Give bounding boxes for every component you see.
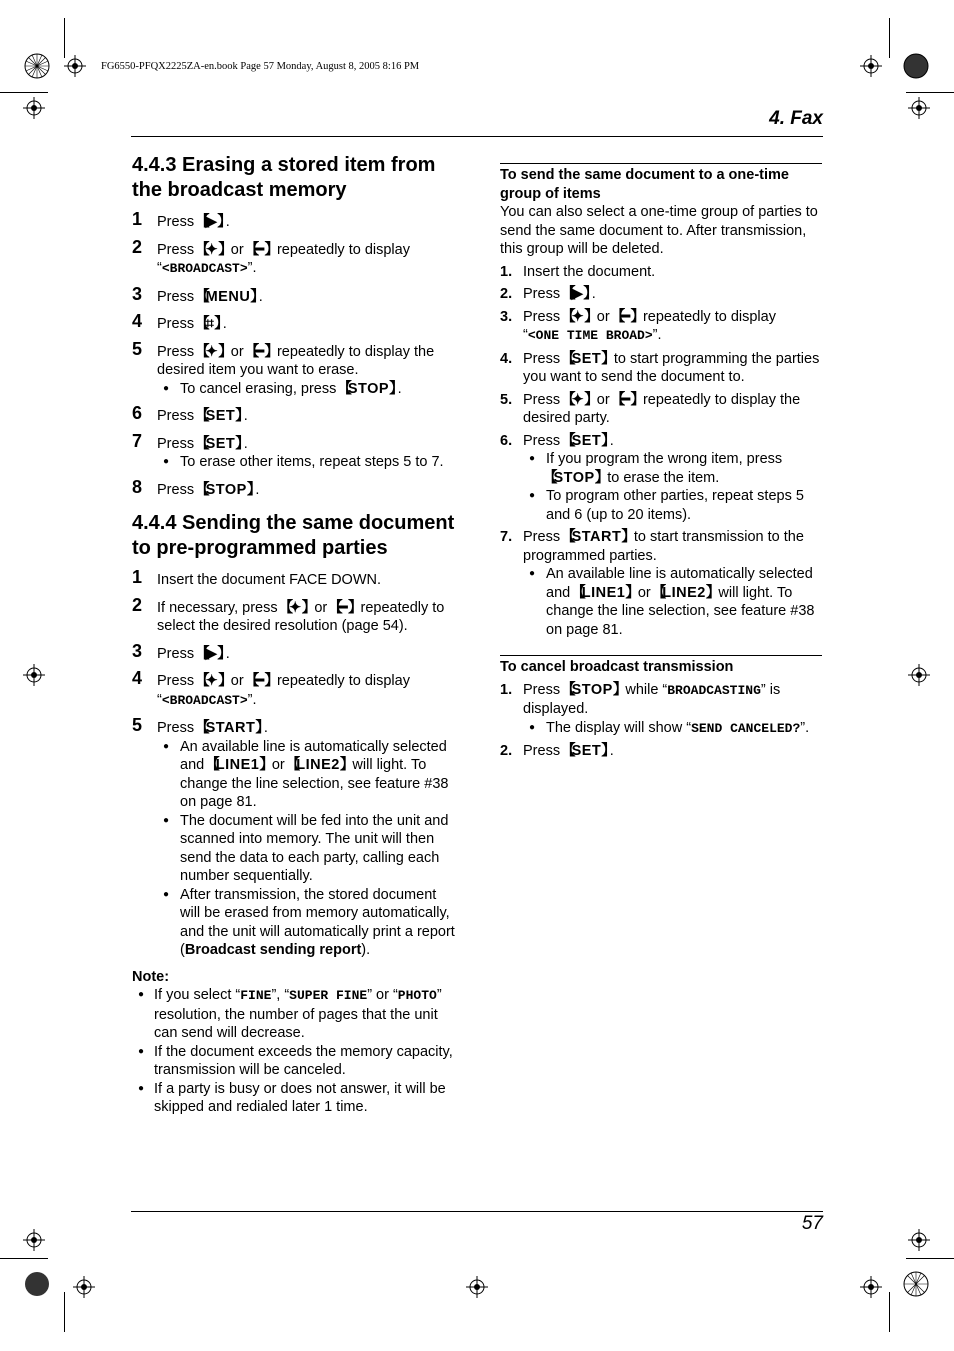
send-step: 4 Press 【 ✦ 】 or 【 ━ 】 repeatedly to display “<BROADCAST>”.	[132, 672, 457, 710]
crosshair-icon	[908, 97, 930, 119]
crop-mark	[64, 1292, 65, 1332]
note-item: ● If the document exceeds the memory capacity, transmission will be canceled.	[132, 1043, 457, 1080]
note-item: ● If a party is busy or does not answer, it will be skipped and redialed later 1 time.	[132, 1080, 457, 1117]
crosshair-icon	[466, 1276, 488, 1298]
erase-step: 7 Press 【 SET 】 .	[132, 435, 457, 454]
erase-step: 1 Press 【 ▶ 】 .	[132, 213, 457, 232]
crosshair-icon	[73, 1276, 95, 1298]
send-step5-bullet: ● After transmission, the stored document will be erased from memory automatically, and the unit will automatically print a report (Broadcast sending report).	[157, 886, 457, 960]
right-column	[500, 163, 822, 761]
header-rule	[131, 136, 823, 137]
send-step5-bullet: ● The document will be fed into the unit and scanned into memory. The unit will then send the data to each party, calling each number sequentially.	[157, 812, 457, 886]
erase-step: 8 Press 【 STOP 】 .	[132, 481, 457, 500]
one-time-step7-bullet: ● An available line is automatically selected and 【 LINE1 】 or 【 LINE2 】 will light. To change the line selection, see feature #38 on page 81.	[523, 565, 822, 639]
registration-mark-icon	[24, 1271, 50, 1297]
heading-send: 4.4.4 Sending the same document to pre-programmed parties	[132, 512, 455, 559]
registration-mark-icon	[903, 53, 929, 79]
intro-text: You can also select a one-time group of parties to send the same document to. After transmission, this group will be deleted.	[500, 204, 818, 257]
crosshair-icon	[860, 55, 882, 77]
crosshair-icon	[23, 1229, 45, 1251]
cancel-step1-bullet: ● The display will show “SEND CANCELED?”.	[523, 719, 822, 739]
crop-mark	[64, 18, 65, 58]
crosshair-icon	[908, 1229, 930, 1251]
one-time-step: 3. Press 【 ✦ 】 or 【 ━ 】 repeatedly to display “<ONE TIME BROAD>”.	[500, 308, 822, 346]
erase-step: 6 Press 【 SET 】 .	[132, 407, 457, 426]
crosshair-icon	[908, 664, 930, 686]
send-step: 1 Insert the document FACE DOWN.	[132, 567, 382, 588]
left-column	[132, 153, 457, 1117]
file-info: FG6550-PFQX2225ZA-en.book Page 57 Monday, August 8, 2005 8:16 PM	[101, 61, 420, 72]
registration-mark-icon	[24, 53, 50, 79]
section-title: 4. Fax	[769, 108, 823, 129]
page-number: 57	[801, 1213, 823, 1234]
crop-mark	[0, 92, 48, 93]
one-time-step: 2. Press 【 ▶ 】 .	[500, 285, 822, 304]
erase-step: 4 Press 【 ⌗ 】 .	[132, 315, 457, 334]
crosshair-icon	[23, 97, 45, 119]
crosshair-icon	[860, 1276, 882, 1298]
cancel-step: 1. Press 【 STOP 】 while “BROADCASTING” is displayed.	[500, 681, 822, 719]
one-time-step: 4. Press 【 SET 】 to start programming the parties you want to send the document to.	[500, 350, 822, 387]
subheading-cancel: To cancel broadcast transmission	[500, 655, 822, 677]
one-time-step6-bullet: ● To program other parties, repeat steps 5 and 6 (up to 20 items).	[523, 487, 822, 524]
erase-step: 5 Press 【 ✦ 】 or 【 ━ 】 repeatedly to display the desired item you want to erase.	[132, 343, 457, 380]
erase-step5-bullet: ● To cancel erasing, press 【 STOP 】 .	[157, 380, 457, 399]
cancel-step: 2. Press 【 SET 】 .	[500, 742, 822, 761]
crop-mark	[906, 1258, 954, 1259]
footer-rule	[131, 1211, 823, 1212]
registration-mark-icon	[903, 1271, 929, 1297]
note-item: ● If you select “FINE”, “SUPER FINE” or “PHOTO” resolution, the number of pages that the unit can send will decrease.	[132, 986, 457, 1043]
erase-step: 3 Press 【 MENU 】 .	[132, 288, 457, 307]
one-time-step: 7. Press 【 START 】 to start transmission to the programmed parties.	[500, 528, 822, 565]
one-time-step6-bullet: ● If you program the wrong item, press 【 STOP 】 to erase the item.	[523, 450, 822, 487]
send-step: 5 Press 【 START 】 .	[132, 719, 457, 738]
crosshair-icon	[64, 55, 86, 77]
crop-mark	[889, 18, 890, 58]
send-step5-bullet: ● An available line is automatically selected and 【 LINE1 】 or 【 LINE2 】 will light. To change the line selection, see feature #38 on page 81.	[157, 738, 457, 812]
crosshair-icon	[23, 664, 45, 686]
erase-step: 2 Press 【 ✦ 】 or 【 ━ 】 repeatedly to display “<BROADCAST>”.	[132, 241, 457, 279]
send-step: 3 Press 【 ▶ 】 .	[132, 645, 457, 664]
one-time-step: 1. Insert the document.	[500, 263, 656, 280]
crop-mark	[0, 1258, 48, 1259]
erase-step7-bullet: ● To erase other items, repeat steps 5 to 7.	[157, 453, 457, 472]
crop-mark	[889, 1292, 890, 1332]
one-time-step: 6. Press 【 SET 】 .	[500, 432, 822, 451]
subheading-one-time: To send the same document to a one-time group of items	[500, 163, 822, 203]
send-step: 2 If necessary, press 【 ✦ 】 or 【 ━ 】 repeatedly to select the desired resolution (page 54).	[132, 599, 457, 636]
note-label: Note:	[132, 968, 170, 985]
one-time-step: 5. Press 【 ✦ 】 or 【 ━ 】 repeatedly to display the desired party.	[500, 391, 822, 428]
crop-mark	[906, 92, 954, 93]
heading-erase: 4.4.3 Erasing a stored item from the broadcast memory	[132, 154, 436, 201]
